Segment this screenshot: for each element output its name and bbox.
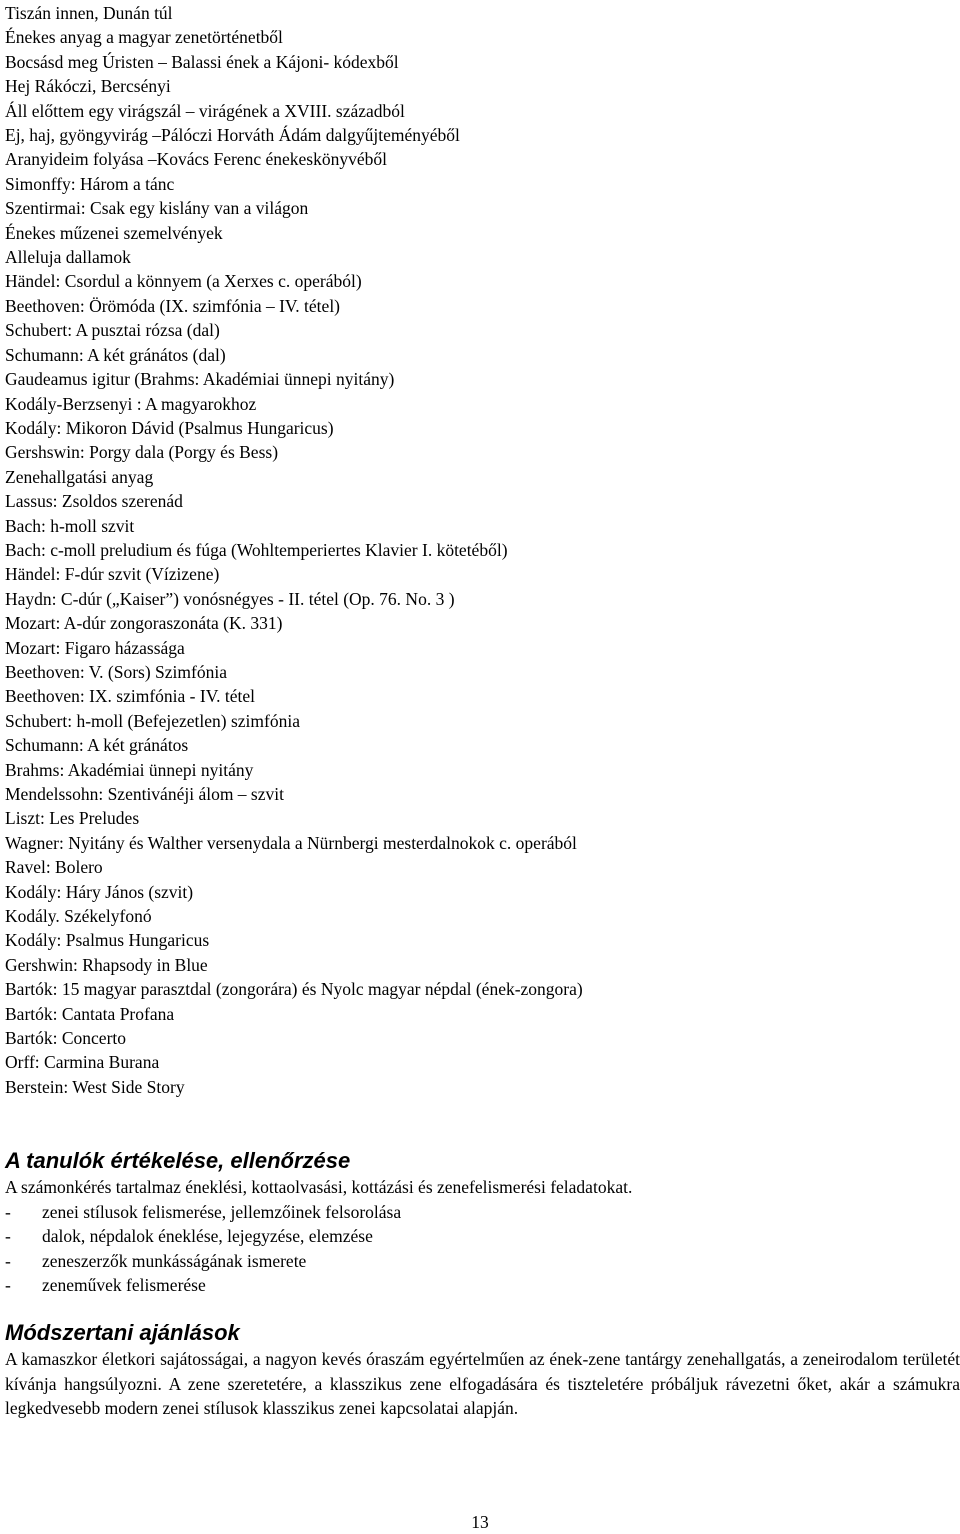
- list-item: Gaudeamus igitur (Brahms: Akadémiai ünnepi nyitány): [5, 369, 395, 390]
- assessment-heading: A tanulók értékelése, ellenőrzése: [5, 1148, 351, 1174]
- list-item: Alleluja dallamok: [5, 247, 131, 268]
- assessment-bullet: [5, 1224, 960, 1248]
- list-item: Simonffy: Három a tánc: [5, 173, 175, 194]
- bullet-dash: -: [5, 1226, 11, 1247]
- list-item: Schubert: h-moll (Befejezetlen) szimfónia: [5, 710, 300, 731]
- list-item: Tiszán innen, Dunán túl: [5, 3, 173, 23]
- list-item: Szentirmai: Csak egy kislány van a világon: [5, 198, 309, 219]
- list-item: Gershwin: Rhapsody in Blue: [5, 954, 208, 975]
- list-item: Haydn: C-dúr („Kaiser”) vonósnégyes - II. tétel (Op. 76. No. 3 ): [5, 588, 455, 609]
- list-item: Énekes műzenei szemelvények: [5, 222, 223, 243]
- list-item: Bach: h-moll szvit: [5, 515, 135, 536]
- list-item: Mozart: Figaro házassága: [5, 637, 185, 658]
- list-item: Händel: Csordul a könnyem (a Xerxes c. operából): [5, 271, 362, 292]
- list-item: Bartók: 15 magyar parasztdal (zongorára) és Nyolc magyar népdal (ének-zongora): [5, 979, 583, 1000]
- list-item: Bartók: Cantata Profana: [5, 1003, 175, 1024]
- assessment-bullet: [5, 1200, 960, 1224]
- assessment-intro: A számonkérés tartalmaz éneklési, kottaolvasási, kottázási és zenefelismerési feladatokat.: [5, 1177, 633, 1198]
- list-item: Schubert: A pusztai rózsa (dal): [5, 320, 220, 341]
- list-item: Zenehallgatási anyag: [5, 466, 154, 487]
- list-item: Hej Rákóczi, Bercsényi: [5, 76, 171, 97]
- list-item: Kodály-Berzsenyi : A magyarokhoz: [5, 393, 257, 414]
- bullet-dash: -: [5, 1250, 11, 1271]
- list-item: Liszt: Les Preludes: [5, 808, 140, 829]
- bullet-dash: -: [5, 1274, 11, 1295]
- assessment-bullet: [5, 1249, 960, 1273]
- list-item: Kodály: Háry János (szvit): [5, 881, 194, 902]
- bullet-text: zeneszerzők munkásságának ismerete: [42, 1250, 307, 1271]
- list-item: Beethoven: V. (Sors) Szimfónia: [5, 661, 227, 682]
- list-item: Lassus: Zsoldos szerenád: [5, 491, 183, 512]
- list-item: Mendelssohn: Szentivánéji álom – szvit: [5, 784, 284, 804]
- list-item: Brahms: Akadémiai ünnepi nyitány: [5, 759, 254, 780]
- list-item: Schumann: A két gránátos: [5, 735, 189, 756]
- list-item: Kodály: Psalmus Hungaricus: [5, 930, 210, 951]
- bullet-text: zenei stílusok felismerése, jellemzőinek felsorolása: [42, 1201, 402, 1222]
- bullet-dash: -: [5, 1201, 11, 1222]
- method-paragraph: A kamaszkor életkori sajátosságai, a nagyon kevés óraszám egyértelműen az ének-zene tantárgy zenehallgatás, a zeneirodalom területét kívánja hangsúlyozni. A zene szeretetére, a klasszikus zene elfogadására és tiszteletére próbáljuk rávezetni őket, akár a számukra legkedvesebb modern zenei stílusok klasszikus zenei kapcsolatai alapján.: [5, 1349, 960, 1419]
- list-item: Ej, haj, gyöngyvirág –Pálóczi Horváth Ádám dalgyűjteményéből: [5, 125, 460, 146]
- list-item: Händel: F-dúr szvit (Vízizene): [5, 564, 220, 585]
- list-item: Ravel: Bolero: [5, 857, 103, 878]
- page-number: 13: [471, 1512, 489, 1532]
- list-item: Bartók: Concerto: [5, 1028, 127, 1049]
- list-item: Berstein: West Side Story: [5, 1076, 185, 1097]
- music-list: [5, 0, 960, 1099]
- assessment-bullet: [5, 1273, 960, 1297]
- list-item: Bocsásd meg Úristen – Balassi ének a Kájoni- kódexből: [5, 51, 399, 72]
- document-page: [5, 0, 960, 1421]
- list-item: Beethoven: IX. szimfónia - IV. tétel: [5, 686, 255, 707]
- method-heading: Módszertani ajánlások: [5, 1320, 240, 1346]
- list-item: Orff: Carmina Burana: [5, 1052, 160, 1073]
- list-item: Áll előttem egy virágszál – virágének a XVIII. századból: [5, 100, 405, 121]
- bullet-text: dalok, népdalok éneklése, lejegyzése, elemzése: [42, 1226, 373, 1247]
- list-item: Kodály: Mikoron Dávid (Psalmus Hungaricus): [5, 417, 334, 438]
- list-item: Schumann: A két gránátos (dal): [5, 344, 226, 365]
- list-item: Aranyideim folyása –Kovács Ferenc énekeskönyvéből: [5, 149, 387, 170]
- bullet-text: zeneművek felismerése: [42, 1274, 206, 1295]
- list-item: Énekes anyag a magyar zenetörténetből: [5, 27, 283, 48]
- list-item: Beethoven: Örömóda (IX. szimfónia – IV. tétel): [5, 295, 341, 316]
- list-item: Wagner: Nyitány és Walther versenydala a Nürnbergi mesterdalnokok c. operából: [5, 832, 577, 853]
- list-item: Kodály. Székelyfonó: [5, 906, 152, 927]
- list-item: Bach: c-moll preludium és fúga (Wohltemperiertes Klavier I. kötetéből): [5, 539, 508, 560]
- list-item: Gershswin: Porgy dala (Porgy és Bess): [5, 442, 279, 463]
- list-item: Mozart: A-dúr zongoraszonáta (K. 331): [5, 613, 283, 634]
